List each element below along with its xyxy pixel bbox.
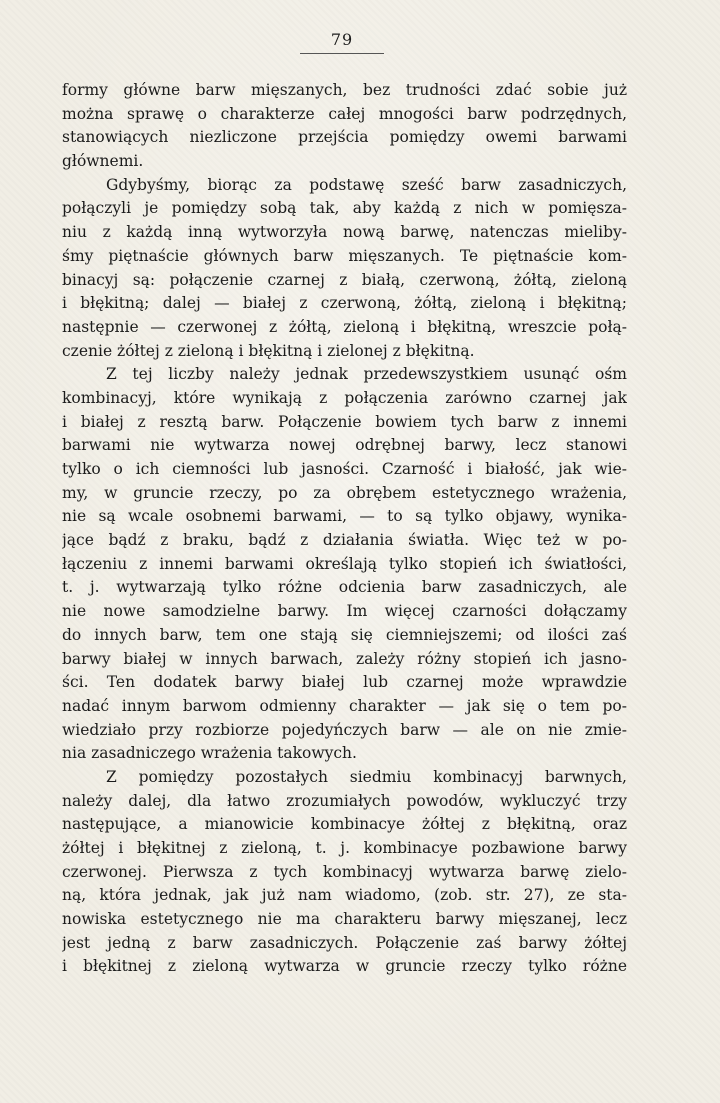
text-line: Z pomiędzy pozostałych siedmiu kombinacyj barwnych, [106, 767, 627, 786]
text-line: czerwonej. Pierwsza z tych kombinacyj wytwarza barwę zielo- [62, 862, 627, 881]
text-line: należy dalej, dla łatwo zrozumiałych powodów, wykluczyć trzy [62, 791, 627, 810]
text-line: wiedziało przy rozbiorze pojedyńczych barw — ale on nie zmie- [62, 720, 627, 739]
text-line: barwami nie wytwarza nowej odrębnej barwy, lecz stanowi [62, 436, 627, 455]
text-line: jące bądź z braku, bądź z działania światła. Więc też w po- [62, 531, 627, 550]
text-line: Z tej liczby należy jednak przedewszystkiem usunąć ośm [106, 365, 627, 384]
text-line: do innych barw, tem one stają się ciemniejszemi; od ilości zaś [62, 625, 627, 644]
text-line: ną, która jednak, jak już nam wiadomo, (zob. str. 27), ze sta- [62, 886, 627, 905]
text-line: można sprawę o charakterze całej mnogości barw podrzędnych, [62, 104, 627, 123]
text-line: nie są wcale osobnemi barwami, — to są tylko objawy, wynika- [62, 507, 627, 526]
text-line: binacyj są: połączenie czarnej z białą, czerwoną, żółtą, zieloną [62, 270, 627, 289]
text-line: kombinacyj, które wynikają z połączenia zarówno czarnej jak [62, 388, 627, 407]
text-line: połączyli je pomiędzy sobą tak, aby każdą z nich w pomięsza- [62, 199, 627, 218]
text-line: niu z każdą inną wytworzyła nową barwę, natenczas mieliby- [62, 223, 627, 242]
text-line: głównemi. [62, 152, 144, 171]
body-text [62, 79, 627, 979]
page-number: 79 [300, 30, 384, 54]
text-line: jest jedną z barw zasadniczych. Połączenie zaś barwy żółtej [62, 933, 627, 952]
text-line: stanowiących niezliczone przejścia pomiędzy owemi barwami [62, 128, 627, 147]
text-line: nie nowe samodzielne barwy. Im więcej czarności dołączamy [62, 602, 627, 621]
text-line: żółtej i błękitnej z zieloną, t. j. kombinacye pozbawione barwy [62, 839, 627, 857]
text-line: następujące, a mianowicie kombinacye żółtej z błękitną, oraz [62, 815, 627, 834]
text-line: my, w gruncie rzeczy, po za obrębem estetycznego wrażenia, [62, 483, 627, 502]
text-line: śmy piętnaście głównych barw mięszanych. Te piętnaście kom- [62, 246, 627, 265]
text-line: nowiska estetycznego nie ma charakteru barwy mięszanej, lecz [62, 910, 627, 929]
text-line: czenie żółtej z zieloną i błękitną i zielonej z błękitną. [62, 341, 475, 360]
text-line: Gdybyśmy, biorąc za podstawę sześć barw zasadniczych, [106, 175, 627, 194]
text-line: i białej z resztą barw. Połączenie bowiem tych barw z innemi [62, 412, 627, 431]
text-line: i błękitną; dalej — białej z czerwoną, żółtą, zieloną i błękitną; [62, 294, 627, 313]
text-line: formy główne barw mięszanych, bez trudności zdać sobie już [62, 81, 627, 99]
text-line: t. j. wytwarzają tylko różne odcienia barw zasadniczych, ale [62, 578, 627, 597]
text-line: następnie — czerwonej z żółtą, zieloną i błękitną, wreszcie połą- [62, 317, 627, 336]
text-line: ści. Ten dodatek barwy białej lub czarnej może wprawdzie [62, 673, 627, 692]
text-line: tylko o ich ciemności lub jasności. Czarność i białość, jak wie- [62, 460, 627, 478]
text-line: nadać innym barwom odmienny charakter — jak się o tem po- [62, 696, 627, 715]
text-line: i błękitnej z zieloną wytwarza w gruncie rzeczy tylko różne [62, 957, 627, 976]
text-line: nia zasadniczego wrażenia takowych. [62, 744, 357, 763]
text-line: barwy białej w innych barwach, zależy różny stopień ich jasno- [62, 649, 627, 668]
text-line: łączeniu z innemi barwami określają tylko stopień ich światłości, [62, 554, 627, 573]
